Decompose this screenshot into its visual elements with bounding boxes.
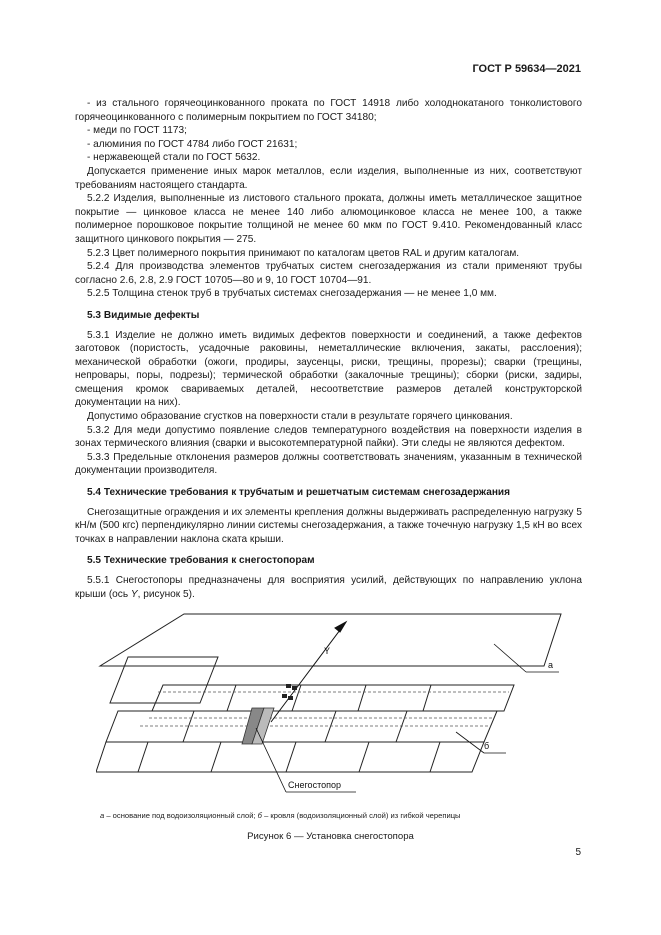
label-snow-stopper: Снегостопор [288, 780, 341, 790]
document-id: ГОСТ Р 59634—2021 [472, 63, 581, 75]
paragraph-5-5-1-end: , рисунок 5). [137, 588, 195, 600]
snow-stopper-device [242, 684, 297, 744]
legend-b-text: – кровля (водоизоляционный слой) из гибкой черепицы [261, 811, 461, 820]
page-number: 5 [575, 847, 581, 858]
paragraph-5-5-1-start: 5.5.1 Снегостопоры предназначены для восприятия усилий, действующих по направлению уклона крыши (ось [75, 575, 582, 600]
legend-a-text: – основание под водоизоляционный слой; [104, 811, 258, 820]
paragraph-5-3-1: 5.3.1 Изделие не должно иметь видимых дефектов поверхности и соединений, а также дефектов заготовок (пористость, усадочные раковины, неметаллические включения, закаты, расслоения); механической обработки (ожоги, продиры, заусенцы, риски, трещины, прорезы); сварки (трещины, непровары, поры, подрезы); термической обработки (закалочные трещины); сборки (риски, задиры, смещения кромок свариваемых деталей, несоответствие размеров деталей конструкторской документации на них). [75, 329, 582, 409]
list-item-copper: - меди по ГОСТ 1173; [87, 125, 187, 137]
label-a: а [548, 660, 554, 670]
paragraph-clots: Допустимо образование сгустков на поверхности стали в результате горячего цинкования. [87, 411, 513, 423]
roof-block-top-left [110, 657, 218, 703]
base-sheet [100, 614, 561, 666]
page-content [75, 97, 582, 601]
axis-y-label: Y [324, 646, 331, 656]
paragraph-allowed-metals: Допускается применение иных марок металлов, если изделия, выполненные из них, соответствуют требованиям настоящего стандарта. [75, 165, 582, 191]
paragraph-5-4: Снегозащитные ограждения и их элементы крепления должны выдерживать распределенную нагрузку 5 кН/м (500 кгс) перпендикулярно линии системы снегозадержания, а также точечную нагрузку 1,5 кН во всех точках в направлении наклона ската крыши. [75, 506, 582, 545]
shingle-row-1 [152, 685, 514, 711]
list-item-stainless: - нержавеющей стали по ГОСТ 5632. [87, 152, 261, 164]
section-heading-5-3: 5.3 Видимые дефекты [87, 309, 200, 321]
paragraph-5-2-3: 5.2.3 Цвет полимерного покрытия принимают по каталогам цветов RAL и другим каталогам. [87, 247, 520, 259]
shingle-row-2 [106, 711, 497, 742]
figure-legend [100, 811, 580, 820]
legend-a-letter: а [100, 811, 105, 820]
paragraph-5-3-2: 5.3.2 Для меди допустимо появление следов температурного воздействия на поверхности изделия в зонах термического влияния (сварки и высокотемпературной пайки). Эти следы не являются дефектом. [75, 424, 582, 450]
shingle-row-3 [96, 742, 484, 772]
list-item-aluminum: - алюминия по ГОСТ 4784 либо ГОСТ 21631; [87, 138, 298, 150]
section-heading-5-5: 5.5 Технические требования к снегостопорам [87, 555, 315, 567]
paragraph-5-5-1 [75, 574, 582, 601]
legend-b-letter: б [257, 811, 262, 820]
figure-caption: Рисунок 6 — Установка снегостопора [247, 831, 414, 842]
paragraph-5-3-3: 5.3.3 Предельные отклонения размеров должны соответствовать значениям, указанным в технической документации производителя. [75, 451, 582, 477]
paragraph-5-2-5: 5.2.5 Толщина стенок труб в трубчатых системах снегозадержания — не менее 1,0 мм. [87, 288, 497, 300]
paragraph-5-2-2: 5.2.2 Изделия, выполненные из листового стального проката, должны иметь металлическое защитное покрытие — цинковое класса не менее 140 либо алюмоцинковое класса не менее 100, а также полимерное порошковое покрытие толщиной не менее 60 мкм по ГОСТ 9.410. Рекомендованный класс защитного цинкового покрытия — 275. [75, 193, 582, 245]
paragraph-5-2-4: 5.2.4 Для производства элементов трубчатых систем снегозадержания из стали применяют трубы согласно 2.6, 2.8, 2.9 ГОСТ 10705—80 и 9, 10 ГОСТ 10704—91. [75, 261, 582, 286]
axis-y-ref: Y [130, 588, 138, 600]
list-item-steel: - из стального горячеоцинкованного проката по ГОСТ 14918 либо холоднокатаного тонколистового горячеоцинкованного с полимерным покрытием по ГОСТ 34180; [75, 98, 582, 123]
section-heading-5-4: 5.4 Технические требования к трубчатым и решетчатым системам снегозадержания [87, 487, 511, 499]
snow-stopper-figure [96, 610, 566, 800]
label-b: б [484, 741, 490, 751]
